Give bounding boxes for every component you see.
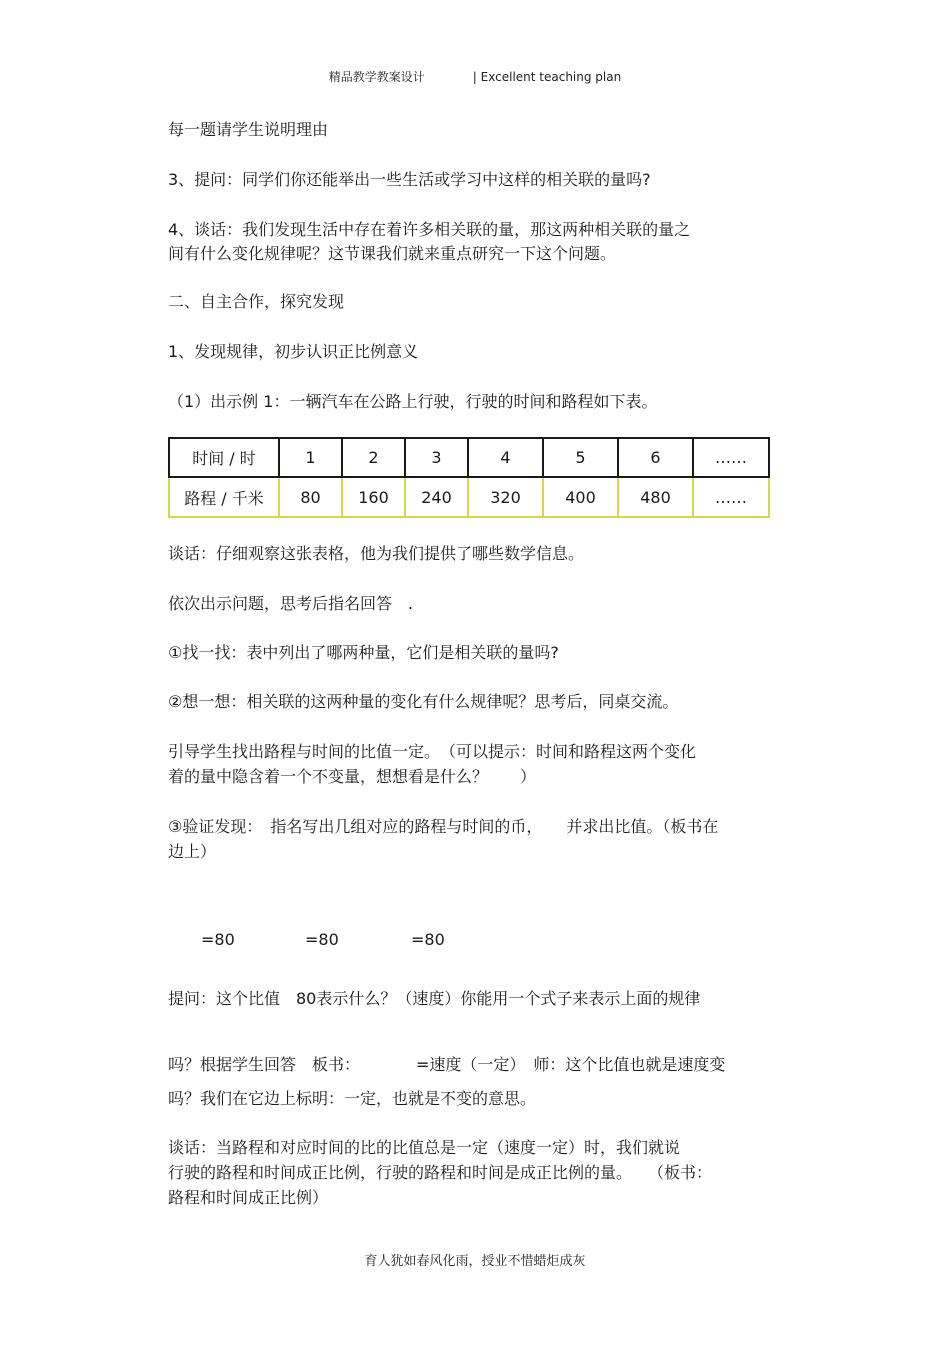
paragraph-mark-constant: 吗？我们在它边上标明：一定，也就是不变的意思。: [168, 1089, 537, 1108]
paragraph-talk-4-line2: 间有什么变化规律呢？这节课我们就来重点研究一下这个问题。: [168, 244, 617, 263]
header-title-en: | Excellent teaching plan: [472, 70, 622, 84]
page-footer: 育人犹如春风化雨，授业不惜蜡炬成灰: [364, 1254, 586, 1269]
paragraph-reason: 每一题请学生说明理由: [168, 120, 329, 139]
table-cell: 5: [543, 438, 618, 477]
table-cell: ……: [693, 438, 769, 477]
subsection-heading-1: 1、发现规律，初步认识正比例意义: [168, 342, 419, 361]
table-cell: 240: [405, 477, 468, 517]
ratio-equation-3: =80: [411, 930, 445, 949]
paragraph-example-1: （1）出示例 1：一辆汽车在公路上行驶，行驶的时间和路程如下表。: [168, 392, 658, 411]
paragraph-talk-4-line1: 4、谈话：我们发现生活中存在着许多相关联的量，那这两种相关联的量之: [168, 220, 691, 239]
table-row-time: [169, 438, 769, 477]
paragraph-observe: 谈话：仔细观察这张表格，他为我们提供了哪些数学信息。: [168, 544, 585, 563]
table-cell: 1: [279, 438, 342, 477]
paragraph-verify-line2: 边上）: [168, 842, 217, 861]
paragraph-think: ②想一想：相关联的这两种量的变化有什么规律呢？思考后，同桌交流。: [168, 692, 679, 711]
header-title-cn: 精品教学教案设计: [328, 70, 425, 84]
table-cell: 400: [543, 477, 618, 517]
table-cell: 80: [279, 477, 342, 517]
table-cell: 4: [468, 438, 543, 477]
paragraph-ask-ratio: 提问：这个比值 80表示什么？（速度）你能用一个式子来表示上面的规律: [168, 989, 701, 1008]
example-table: [168, 437, 770, 518]
table-cell: 路程 / 千米: [169, 477, 279, 517]
paragraph-guide-line1: 引导学生找出路程与时间的比值一定。 （可以提示：时间和路程这两个变化: [168, 742, 697, 761]
table-cell: 时间 / 时: [169, 438, 279, 477]
paragraph-verify-line1: ③验证发现： 指名写出几组对应的路程与时间的币， 并求出比值。（板书在: [168, 817, 719, 836]
paragraph-proportion-line3: 路程和时间成正比例）: [168, 1188, 329, 1207]
table-cell: 320: [468, 477, 543, 517]
paragraph-proportion-line1: 谈话：当路程和对应时间的比的比值总是一定（速度一定）时，我们就说: [168, 1138, 681, 1157]
ratio-equation-2: =80: [305, 930, 339, 949]
paragraph-sequence: 依次出示问题，思考后指名回答 .: [168, 594, 414, 613]
table-cell: 480: [618, 477, 693, 517]
table-cell: 3: [405, 438, 468, 477]
table-cell: 160: [342, 477, 405, 517]
page-header: [0, 68, 950, 85]
table-cell: 2: [342, 438, 405, 477]
ratio-equation-1: =80: [201, 930, 235, 949]
paragraph-question-3: 3、提问：同学们你还能举出一些生活或学习中这样的相关联的量吗?: [168, 170, 651, 189]
paragraph-proportion-line2: 行驶的路程和时间成正比例，行驶的路程和时间是成正比例的量。 （板书：: [168, 1163, 713, 1182]
table-cell: 6: [618, 438, 693, 477]
table-row-distance: [169, 477, 769, 517]
paragraph-guide-line2: 着的量中隐含着一个不变量，想想看是什么？ ）: [168, 767, 537, 786]
paragraph-find: ①找一找：表中列出了哪两种量，它们是相关联的量吗?: [168, 643, 559, 662]
table-cell: ……: [693, 477, 769, 517]
paragraph-board-speed: 吗？根据学生回答 板书： =速度（一定） 师：这个比值也就是速度变: [168, 1055, 726, 1074]
section-heading-2: 二、自主合作，探究发现: [168, 292, 345, 311]
